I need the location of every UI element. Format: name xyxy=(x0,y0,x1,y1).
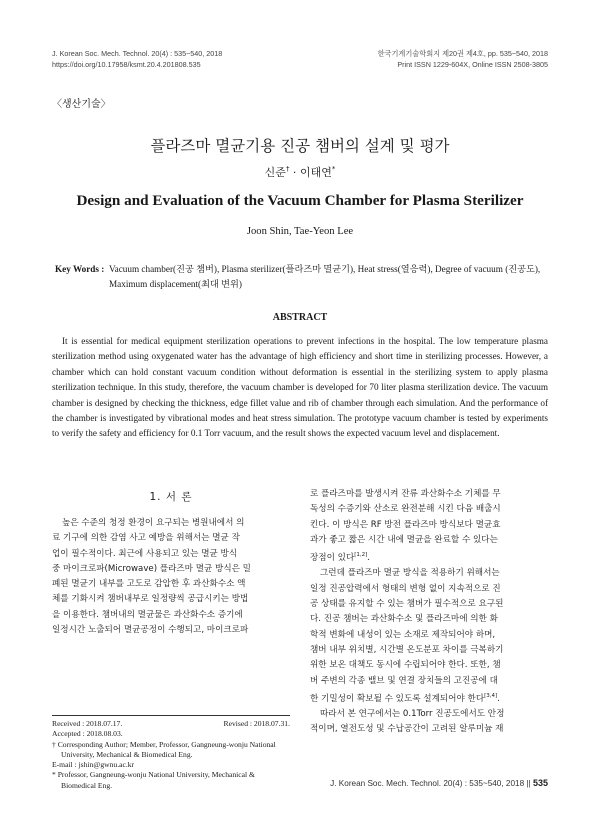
footnotes xyxy=(52,719,290,791)
author-separator: · xyxy=(289,166,300,179)
section-heading-introduction: 1. 서 론 xyxy=(149,491,193,503)
body-line: 과가 좋고 짧은 시간 내에 멸균을 완료할 수 있다는 xyxy=(310,534,498,545)
received-date: Received : 2018.07.17. xyxy=(52,719,123,728)
footer-separator: || xyxy=(526,779,531,788)
body-line xyxy=(310,689,548,707)
body-line: 일정시간 노출되어 멸균공정이 수행되고, 마이크로파 xyxy=(52,625,249,636)
abstract-heading: ABSTRACT xyxy=(272,312,328,323)
section-tag: 〈생산기술〉 xyxy=(52,99,111,110)
citation-ref: [1,2] xyxy=(354,552,368,559)
doi-link[interactable]: https://doi.org/10.17958/ksmt.20.4.201808.535 xyxy=(52,59,201,69)
corresponding-author-note: † Corresponding Author; Member, Professor, Gangneung-wonju National University, Mechanical & Biomedical Eng. xyxy=(52,739,276,759)
page-number: 535 xyxy=(532,778,548,788)
running-header-right xyxy=(378,49,548,70)
body-line xyxy=(310,548,548,566)
revised-date: Revised : 2018.07.31. xyxy=(223,719,290,728)
body-line: 독성의 수증기와 산소로 완전분해 시킨 다음 배출시 xyxy=(310,504,501,515)
date-row xyxy=(52,719,290,729)
journal-citation: J. Korean Soc. Mech. Technol. 20(4) : 535~540, 2018 xyxy=(52,49,223,58)
email-text[interactable]: E-mail : jshin@gwnu.ac.kr xyxy=(52,760,135,770)
body-line: 로 플라즈마를 발생시켜 잔류 과산화수소 기체를 무 xyxy=(310,489,501,499)
body-line: 료 기구에 의한 감염 사고 예방을 위해서는 멸균 작 xyxy=(52,533,240,544)
body-line: 중 마이크로파(Microwave) 플라즈마 멸균 방식은 밀 xyxy=(52,563,251,574)
coauthor-mark: * xyxy=(331,165,336,173)
body-line: 그런데 플라즈마 멸균 방식을 적용하기 위해서는 xyxy=(320,568,500,579)
coauthor-note: * Professor, Gangneung-wonju National University, Mechanical & Biomedical Eng. xyxy=(52,770,255,790)
footer-citation: J. Korean Soc. Mech. Technol. 20(4) : 535~540, 2018 xyxy=(330,779,525,788)
footnote-divider xyxy=(52,715,290,716)
body-text: 장점이 있다 xyxy=(310,553,355,564)
running-header-left xyxy=(52,49,222,70)
body-line: 폐된 멸균기 내부를 고도로 감압한 후 과산화수소 액 xyxy=(52,579,246,590)
accepted-date: Accepted : 2018.08.03. xyxy=(52,729,123,739)
intro-right-column xyxy=(310,487,548,738)
body-line: 챔버 내부 위치별, 시간별 온도분포 차이를 극복하기 xyxy=(310,644,504,655)
body-text: 한 기밀성이 확보될 수 있도록 설계되어야 한다 xyxy=(310,693,485,704)
authors-korean xyxy=(0,164,600,180)
body-text: . xyxy=(497,693,500,704)
body-line: 따라서 본 연구에서는 0.1Torr 진공도에서도 안정 xyxy=(320,709,505,720)
body-line: 업이 필수적이다. 최근에 사용되고 있는 멸균 방식 xyxy=(52,548,238,559)
body-line: 체를 기화시켜 챔버내부로 일정량씩 공급시키는 방법 xyxy=(52,594,249,605)
abstract-text: It is essential for medical equipment sterilization operations to prevent infections in the hospital. The low temperature plasma sterilization method using oxygenated water has the advantage of high efficiency and short time in sterilizing processes. However, a chamber which can hold constant vacuum condition without deformation is essential in the sterilizing system to apply plasma sterilization technique. In this study, therefore, the vacuum chamber is developed for 70 liter plasma sterilization device. The vacuum chamber is designed by checking the thickness, edge fillet value and rib of chamber through each simulation. And the performance of the chamber is investigated by vibrational modes and heat stress simulation. The prototype vacuum chamber is tested by experiments to verify the safety and efficiency for 0.1 Torr vacuum, and the result shows the expected vacuum level and displacement. xyxy=(52,336,548,439)
body-line: 학적 변화에 내성이 있는 소재로 제작되어야 하며, xyxy=(310,629,496,640)
paper-title-korean: 플라즈마 멸균기용 진공 챔버의 설계 및 평가 xyxy=(150,137,450,155)
body-line: 높은 수준의 청정 환경이 요구되는 병원내에서 의 xyxy=(62,518,245,528)
keywords-label: Key Words : xyxy=(55,264,105,274)
citation-ref: [3,4] xyxy=(484,692,498,699)
journal-citation-ko: 한국기계기술학회지 제20권 제4호, pp. 535~540, 2018 xyxy=(377,49,548,58)
author-first-ko: 신준 xyxy=(264,166,286,179)
body-line: 적이며, 열전도성 및 수납공간이 고려된 알루미늄 재 xyxy=(310,724,504,735)
keywords-block xyxy=(55,262,550,292)
body-line: 다. 진공 챔버는 과산화수소 및 플라즈마에 의한 화 xyxy=(310,614,498,625)
keywords-text: Vacuum chamber(진공 챔버), Plasma sterilizer(플라즈마 멸균기), Heat stress(열응력), Degree of vacuum (진공도), Maximum displacement(최대 변위) xyxy=(109,264,541,289)
body-line: 을 이용한다. 챔버내의 멸균물은 과산화수소 증기에 xyxy=(52,609,243,620)
intro-left-column xyxy=(52,516,290,638)
paper-title-english: Design and Evaluation of the Vacuum Chamber for Plasma Sterilizer xyxy=(76,192,524,209)
page-footer xyxy=(330,778,548,788)
corresponding-mark: † xyxy=(285,165,290,173)
authors-english: Joon Shin, Tae-Yeon Lee xyxy=(246,226,354,237)
body-line: 일정 진공압력에서 형태의 변형 없이 지속적으로 진 xyxy=(310,583,501,594)
body-line: 버 주변의 각종 밸브 및 연결 장치들의 고진공에 대 xyxy=(310,675,498,686)
body-text: . xyxy=(367,553,371,564)
body-line: 공 상태를 유지할 수 있는 챔버가 필수적으로 요구된 xyxy=(310,599,504,610)
body-line: 위한 보온 대책도 동시에 수립되어야 한다. 또한, 챔 xyxy=(310,660,501,671)
author-second-ko: 이태연 xyxy=(299,166,332,179)
body-line: 킨다. 이 방식은 RF 방전 플라즈마 방식보다 멸균효 xyxy=(310,519,501,530)
email-note xyxy=(52,760,290,770)
issn-line: Print ISSN 1229-604X, Online ISSN 2508-3805 xyxy=(397,59,548,69)
